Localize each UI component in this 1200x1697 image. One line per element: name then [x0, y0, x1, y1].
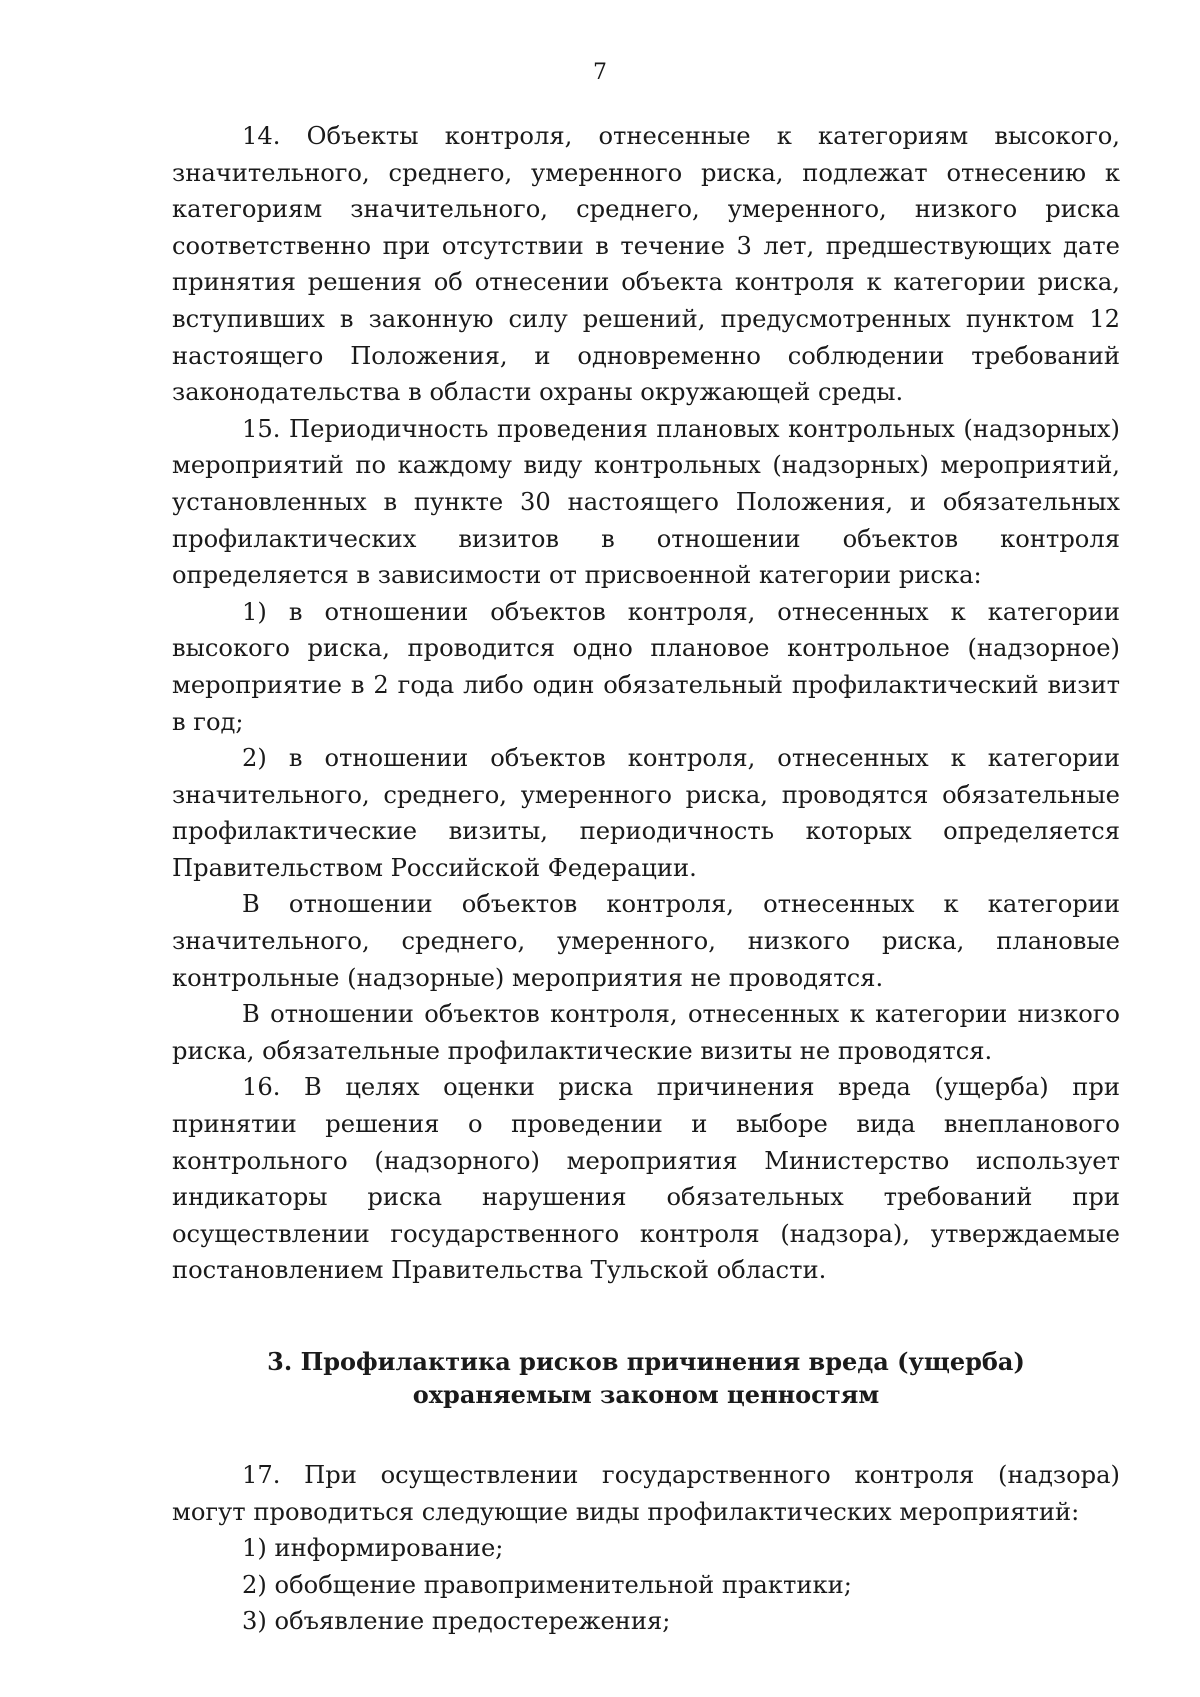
section-heading — [172, 1345, 1120, 1411]
paragraph-15-item-1: 1) в отношении объектов контроля, отнесенных к категории высокого риска, проводится одно плановое контрольное (надзорное) мероприятие в 2 года либо один обязательный профилактический визит в год; — [172, 597, 1120, 736]
paragraph-15-item-2: 2) в отношении объектов контроля, отнесенных к категории значительного, среднего, умеренного риска, проводятся обязательные профилактические визиты, периодичность которых определяется Правительством Российской Федерации. — [172, 744, 1120, 882]
paragraph-15-note-2: В отношении объектов контроля, отнесенных к категории низкого риска, обязательные профилактические визиты не проводятся. — [172, 1000, 1120, 1065]
paragraph-17: 17. При осуществлении государственного контроля (надзора) могут проводиться следующие виды профилактических мероприятий: — [172, 1461, 1120, 1526]
paragraph-16: 16. В целях оценки риска причинения вреда (ущерба) при принятии решения о проведении и выборе вида внепланового контрольного (надзорного) мероприятия Министерство использует индикаторы риска нарушения обязательных требований при осуществлении государственного контроля (надзора), утверждаемые постановлением Правительства Тульской области. — [172, 1073, 1120, 1285]
document-body — [172, 118, 1120, 1640]
paragraph-17-item-2: 2) обобщение правоприменительной практики; — [242, 1570, 852, 1599]
paragraph-15: 15. Периодичность проведения плановых контрольных (надзорных) мероприятий по каждому виду контрольных (надзорных) мероприятий, установленных в пункте 30 настоящего Положения, и обязательных профилактических визитов в отношении объектов контроля определяется в зависимости от присвоенной категории риска: — [172, 414, 1120, 590]
page-number: 7 — [593, 60, 607, 85]
section-heading-line-1: 3. Профилактика рисков причинения вреда (ущерба) — [267, 1347, 1025, 1376]
paragraph-17-item-1: 1) информирование; — [242, 1534, 504, 1563]
paragraph-14: 14. Объекты контроля, отнесенные к категориям высокого, значительного, среднего, умеренного риска, подлежат отнесению к категориям значительного, среднего, умеренного, низкого риска соответственно при отсутствии в течение 3 лет, предшествующих дате принятия решения об отнесении объекта контроля к категории риска, вступивших в законную силу решений, предусмотренных пунктом 12 настоящего Положения, и одновременно соблюдении требований законодательства в области охраны окружающей среды. — [172, 122, 1120, 407]
paragraph-15-note-1: В отношении объектов контроля, отнесенных к категории значительного, среднего, умеренного, низкого риска, плановые контрольные (надзорные) мероприятия не проводятся. — [172, 890, 1120, 992]
section-heading-line-2: охраняемым законом ценностям — [412, 1380, 880, 1409]
paragraph-17-item-3: 3) объявление предостережения; — [242, 1607, 671, 1636]
